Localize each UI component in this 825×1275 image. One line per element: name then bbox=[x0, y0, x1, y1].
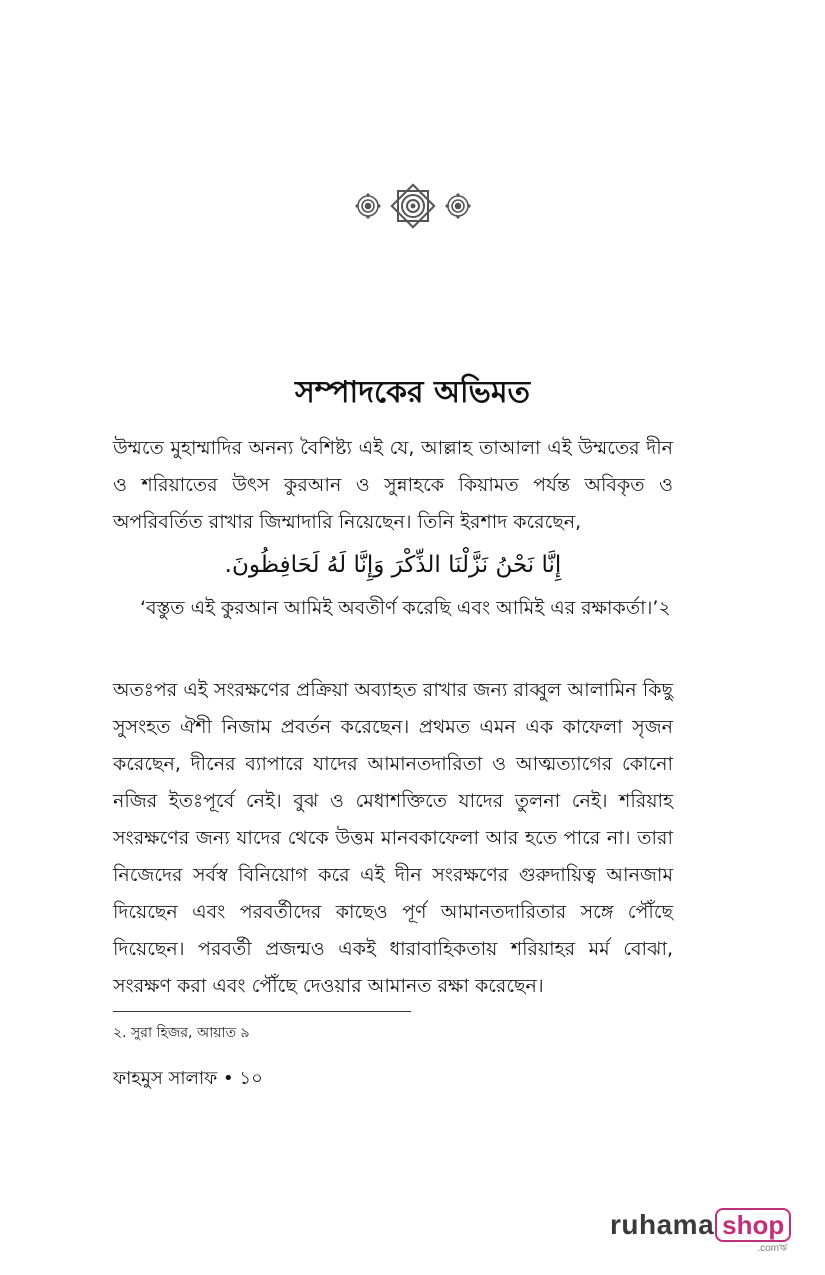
body-paragraph: অতঃপর এই সংরক্ষণের প্রক্রিয়া অব্যাহত রাখার জন্য রাব্বুল আলামিন কিছু সুসংহত ঐশী নিজাম প্রবর্তন করেছেন। প্রথমত এমন এক কাফেলা সৃজন করেছেন, দীনের ব্যাপারে যাদের আমানতদারিতা ও আত্মত্যাগের কোনো নজির ইতঃপূর্বে নেই। বুঝ ও মেধাশক্তিতে যাদের তুলনা নেই। শরিয়াহ সংরক্ষণের জন্য যাদের থেকে উত্তম মানবকাফেলা আর হতে পারে না। তারা নিজেদের সর্বস্ব বিনিয়োগ করে এই দীন সংরক্ষণের গুরুদায়িত্ব আনজাম দিয়েছেন এবং পরবর্তীদের কাছেও পূর্ণ আমানতদারিতার সঙ্গে পৌঁছে দিয়েছেন। পরবর্তী প্রজন্মও একই ধারাবাহিকতায় শরিয়াহর মর্ম বোঝা, সংরক্ষণ করা এবং পৌঁছে দেওয়ার আমানত রক্ষা করেছেন। bbox=[113, 679, 673, 997]
footnote: ২. সুরা হিজর, আয়াত ৯ bbox=[113, 1025, 250, 1041]
footnote-divider bbox=[113, 1011, 411, 1012]
chapter-ornament bbox=[0, 178, 825, 234]
chapter-title: সম্পাদকের অভিমত bbox=[294, 375, 531, 410]
arabic-verse: إِنَّا نَحْنُ نَزَّلْنَا الذِّكْرَ وَإِنَّا لَهُ لَحَافِظُونَ. bbox=[224, 552, 562, 578]
large-star-ornament-icon bbox=[387, 180, 439, 232]
watermark-word: ruhama bbox=[610, 1209, 715, 1240]
small-flower-ornament-icon bbox=[445, 193, 471, 219]
verse-translation-quote: ‘বস্তুত এই কুরআন আমিই অবতীর্ণ করেছি এবং আমিই এর রক্ষাকর্তা।’২ bbox=[140, 597, 671, 619]
page-footer: ফাহমুস সালাফ • ১০ bbox=[113, 1068, 263, 1089]
intro-paragraph: উম্মতে মুহাম্মাদির অনন্য বৈশিষ্ট্য এই যে, আল্লাহ তাআলা এই উম্মতের দীন ও শরিয়াতের উৎস কুরআন ও সুন্নাহকে কিয়ামত পর্যন্ত অবিকৃত ও অপরিবর্তিত রাখার জিম্মাদারি নিয়েছেন। তিনি ইরশাদ করেছেন, bbox=[113, 437, 673, 533]
watermark-badge: shop bbox=[715, 1208, 791, 1242]
watermark-suffix: .comঋ bbox=[757, 1243, 788, 1254]
watermark-logo bbox=[610, 1208, 791, 1254]
small-flower-ornament-icon bbox=[355, 193, 381, 219]
